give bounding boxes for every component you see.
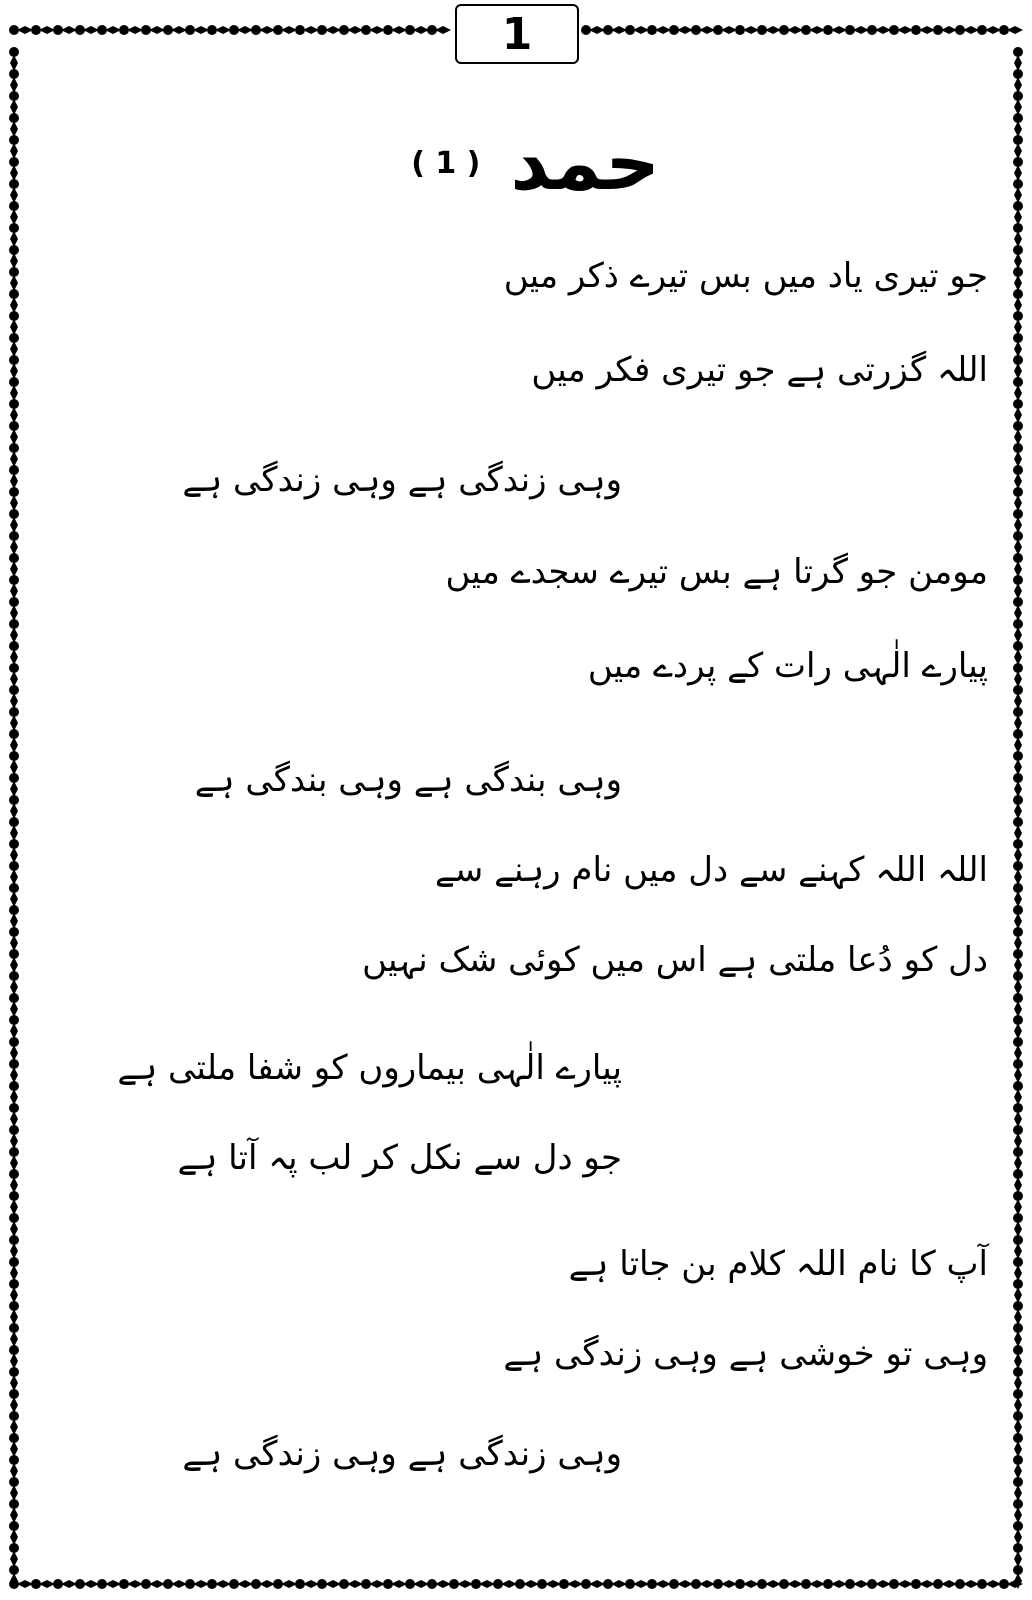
border-diamond xyxy=(1014,1287,1022,1303)
page-title: حمد xyxy=(510,118,660,207)
border-diamond xyxy=(699,26,715,34)
border-diamond xyxy=(10,1045,18,1061)
border-diamond xyxy=(10,539,18,555)
border-diamond xyxy=(1014,341,1022,357)
border-diamond xyxy=(39,26,55,34)
border-diamond xyxy=(10,165,18,181)
border-diamond xyxy=(743,1580,759,1588)
border-diamond xyxy=(10,1111,18,1127)
border-diamond xyxy=(765,1580,781,1588)
border-diamond xyxy=(10,1177,18,1193)
border-diamond xyxy=(963,1580,979,1588)
border-diamond xyxy=(941,1580,957,1588)
border-diamond xyxy=(10,1243,18,1259)
border-diamond xyxy=(10,275,18,291)
border-diamond xyxy=(215,1580,231,1588)
border-diamond xyxy=(10,605,18,621)
border-diamond xyxy=(743,26,759,34)
border-diamond xyxy=(10,55,18,71)
border-diamond xyxy=(1014,143,1022,159)
border-diamond xyxy=(1014,451,1022,467)
border-diamond xyxy=(1014,671,1022,687)
border-diamond xyxy=(1014,253,1022,269)
border-diamond xyxy=(1014,1375,1022,1391)
border-diamond xyxy=(1014,1265,1022,1281)
border-diamond xyxy=(10,671,18,687)
border-diamond xyxy=(1014,759,1022,775)
border-diamond xyxy=(1014,1067,1022,1083)
border-diamond xyxy=(237,1580,253,1588)
border-diamond xyxy=(10,869,18,885)
border-diamond xyxy=(10,143,18,159)
border-diamond xyxy=(985,1580,1001,1588)
border-diamond xyxy=(10,935,18,951)
border-diamond xyxy=(1014,737,1022,753)
border-diamond xyxy=(1014,77,1022,93)
border-diamond xyxy=(281,1580,297,1588)
border-diamond xyxy=(457,1580,473,1588)
border-diamond xyxy=(611,26,627,34)
border-diamond xyxy=(1014,847,1022,863)
border-diamond xyxy=(10,1441,18,1457)
verse-line: دل کو دُعا ملتی ہے اس میں کوئی شک نہیں xyxy=(362,940,988,980)
border-diamond xyxy=(1014,363,1022,379)
border-diamond xyxy=(10,473,18,489)
border-diamond xyxy=(10,847,18,863)
border-diamond xyxy=(10,1485,18,1501)
border-diamond xyxy=(1014,913,1022,929)
border-diamond xyxy=(149,26,165,34)
border-diamond xyxy=(10,495,18,511)
border-diamond xyxy=(1014,1309,1022,1325)
border-diamond xyxy=(479,1580,495,1588)
verse-line: مومن جو گرتا ہے بس تیرے سجدے میں xyxy=(445,552,988,592)
border-diamond xyxy=(677,1580,693,1588)
border-diamond xyxy=(919,26,935,34)
border-diamond xyxy=(1014,1243,1022,1259)
border-diamond xyxy=(941,26,957,34)
border-diamond xyxy=(1014,1177,1022,1193)
border-diamond xyxy=(1014,187,1022,203)
border-diamond xyxy=(1014,1463,1022,1479)
border-diamond xyxy=(10,121,18,137)
border-diamond xyxy=(567,1580,583,1588)
border-diamond xyxy=(1014,803,1022,819)
border-diamond xyxy=(10,1221,18,1237)
border-diamond xyxy=(1014,231,1022,247)
heading-number: ( 1 ) xyxy=(411,145,481,181)
border-diamond xyxy=(10,451,18,467)
verse-line: اللہ اللہ کہنے سے دل میں نام رہنے سے xyxy=(434,850,988,890)
border-diamond xyxy=(1014,165,1022,181)
border-diamond xyxy=(1014,517,1022,533)
verse-line: وہی زندگی ہے وہی زندگی ہے xyxy=(182,1434,622,1474)
border-diamond xyxy=(10,253,18,269)
border-diamond xyxy=(1014,1331,1022,1347)
border-diamond xyxy=(589,1580,605,1588)
border-diamond xyxy=(721,26,737,34)
border-diamond xyxy=(10,1331,18,1347)
border-diamond xyxy=(10,627,18,643)
border-diamond xyxy=(10,1397,18,1413)
border-diamond xyxy=(237,26,253,34)
border-diamond xyxy=(10,407,18,423)
border-diamond xyxy=(655,1580,671,1588)
verse-line: آپ کا نام اللہ کلام بن جاتا ہے xyxy=(568,1244,988,1284)
border-diamond xyxy=(545,1580,561,1588)
border-diamond xyxy=(1014,99,1022,115)
border-diamond xyxy=(1014,1155,1022,1171)
border-diamond xyxy=(105,26,121,34)
border-diamond xyxy=(831,1580,847,1588)
border-diamond xyxy=(413,1580,429,1588)
border-diamond xyxy=(1014,55,1022,71)
border-diamond xyxy=(413,26,429,34)
border-diamond xyxy=(10,715,18,731)
border-diamond xyxy=(10,297,18,313)
border-diamond xyxy=(787,26,803,34)
border-diamond xyxy=(10,979,18,995)
border-diamond xyxy=(10,319,18,335)
border-diamond xyxy=(10,1375,18,1391)
border-diamond xyxy=(1014,1529,1022,1545)
border-diamond xyxy=(10,429,18,445)
border-diamond xyxy=(149,1580,165,1588)
border-diamond xyxy=(1014,1485,1022,1501)
border-diamond xyxy=(10,781,18,797)
heading xyxy=(330,118,660,208)
border-diamond xyxy=(17,26,33,34)
border-diamond xyxy=(391,26,407,34)
border-diamond xyxy=(897,1580,913,1588)
border-diamond xyxy=(523,1580,539,1588)
border-diamond xyxy=(985,26,1001,34)
border-diamond xyxy=(1014,1001,1022,1017)
border-diamond xyxy=(435,1580,451,1588)
border-diamond xyxy=(1014,825,1022,841)
border-diamond xyxy=(10,1089,18,1105)
border-diamond xyxy=(303,26,319,34)
border-diamond xyxy=(10,1199,18,1215)
verse-line: وہی بندگی ہے وہی بندگی ہے xyxy=(194,760,622,800)
border-diamond xyxy=(699,1580,715,1588)
border-diamond xyxy=(325,26,341,34)
border-diamond xyxy=(787,1580,803,1588)
border-diamond xyxy=(809,1580,825,1588)
border-diamond xyxy=(10,561,18,577)
border-diamond xyxy=(10,341,18,357)
border-diamond xyxy=(369,1580,385,1588)
border-diamond xyxy=(10,1463,18,1479)
border-diamond xyxy=(1014,1133,1022,1149)
border-diamond xyxy=(10,693,18,709)
border-diamond xyxy=(10,649,18,665)
border-diamond xyxy=(1014,429,1022,445)
border-diamond xyxy=(1014,495,1022,511)
border-diamond xyxy=(10,759,18,775)
border-diamond xyxy=(633,26,649,34)
border-diamond xyxy=(677,26,693,34)
border-diamond xyxy=(127,1580,143,1588)
border-diamond xyxy=(10,363,18,379)
border-diamond xyxy=(215,26,231,34)
border-diamond xyxy=(259,1580,275,1588)
border-diamond xyxy=(589,26,605,34)
border-diamond xyxy=(1014,693,1022,709)
border-diamond xyxy=(1014,473,1022,489)
border-diamond xyxy=(10,77,18,93)
border-diamond xyxy=(10,209,18,225)
border-diamond xyxy=(347,26,363,34)
border-diamond xyxy=(10,385,18,401)
border-diamond xyxy=(10,187,18,203)
border-diamond xyxy=(10,737,18,753)
border-diamond xyxy=(303,1580,319,1588)
border-diamond xyxy=(39,1580,55,1588)
border-diamond xyxy=(1014,1221,1022,1237)
border-diamond xyxy=(127,26,143,34)
border-diamond xyxy=(1014,385,1022,401)
border-diamond xyxy=(10,957,18,973)
border-diamond xyxy=(17,1580,33,1588)
border-diamond xyxy=(1014,407,1022,423)
border-diamond xyxy=(1014,869,1022,885)
border-diamond xyxy=(10,1507,18,1523)
border-diamond xyxy=(655,26,671,34)
border-diamond xyxy=(193,26,209,34)
border-diamond xyxy=(10,825,18,841)
border-diamond xyxy=(1014,1419,1022,1435)
border-diamond xyxy=(721,1580,737,1588)
border-diamond xyxy=(963,26,979,34)
border-diamond xyxy=(1014,649,1022,665)
border-diamond xyxy=(875,26,891,34)
border-diamond xyxy=(1014,1111,1022,1127)
border-diamond xyxy=(10,583,18,599)
border-diamond xyxy=(1014,715,1022,731)
border-diamond xyxy=(10,231,18,247)
border-diamond xyxy=(10,1023,18,1039)
border-diamond xyxy=(1014,1507,1022,1523)
border-diamond xyxy=(1014,1441,1022,1457)
border-diamond xyxy=(809,26,825,34)
border-diamond xyxy=(435,26,451,34)
verse-line: پیارے الٰہی بیماروں کو شفا ملتی ہے xyxy=(117,1048,622,1088)
verse-line: اللہ گزرتی ہے جو تیری فکر میں xyxy=(531,350,988,390)
border-diamond xyxy=(10,1353,18,1369)
border-diamond xyxy=(1014,781,1022,797)
page-number-box xyxy=(455,4,579,64)
border-diamond xyxy=(1014,1397,1022,1413)
border-diamond xyxy=(897,26,913,34)
border-diamond xyxy=(1014,1089,1022,1105)
border-diamond xyxy=(10,1001,18,1017)
border-diamond xyxy=(10,803,18,819)
border-diamond xyxy=(61,1580,77,1588)
border-diamond xyxy=(10,99,18,115)
border-diamond xyxy=(1014,957,1022,973)
border-diamond xyxy=(853,26,869,34)
border-diamond xyxy=(765,26,781,34)
border-diamond xyxy=(1014,583,1022,599)
border-diamond xyxy=(1014,979,1022,995)
border-diamond xyxy=(1014,1045,1022,1061)
verse-line: وہی زندگی ہے وہی زندگی ہے xyxy=(182,460,622,500)
border-diamond xyxy=(1014,561,1022,577)
verse-line: جو دل سے نکل کر لب پہ آتا ہے xyxy=(177,1138,622,1178)
border-diamond xyxy=(10,1067,18,1083)
border-diamond xyxy=(501,1580,517,1588)
border-diamond xyxy=(1014,121,1022,137)
border-diamond xyxy=(1014,605,1022,621)
border-diamond xyxy=(1014,319,1022,335)
border-diamond xyxy=(325,1580,341,1588)
border-diamond xyxy=(259,26,275,34)
border-diamond xyxy=(10,1309,18,1325)
border-diamond xyxy=(1014,275,1022,291)
border-diamond xyxy=(1014,935,1022,951)
border-diamond xyxy=(919,1580,935,1588)
border-diamond xyxy=(347,1580,363,1588)
border-diamond xyxy=(391,1580,407,1588)
border-diamond xyxy=(10,1287,18,1303)
border-diamond xyxy=(1014,1551,1022,1567)
border-diamond xyxy=(10,891,18,907)
border-diamond xyxy=(10,517,18,533)
border-diamond xyxy=(1007,26,1023,34)
border-diamond xyxy=(369,26,385,34)
page-number: 1 xyxy=(501,8,533,60)
border-diamond xyxy=(10,1551,18,1567)
border-diamond xyxy=(1014,891,1022,907)
border-diamond xyxy=(1014,1199,1022,1215)
border-diamond xyxy=(1014,1023,1022,1039)
border-diamond xyxy=(83,26,99,34)
border-diamond xyxy=(105,1580,121,1588)
verse-line: جو تیری یاد میں بس تیرے ذکر میں xyxy=(503,256,988,296)
border-diamond xyxy=(831,26,847,34)
border-diamond xyxy=(10,1133,18,1149)
verse-line: پیارے الٰہی رات کے پردے میں xyxy=(587,646,988,686)
border-diamond xyxy=(633,1580,649,1588)
border-diamond xyxy=(171,1580,187,1588)
verse-line: وہی تو خوشی ہے وہی زندگی ہے xyxy=(503,1334,988,1374)
border-diamond xyxy=(10,1419,18,1435)
border-diamond xyxy=(611,1580,627,1588)
border-diamond xyxy=(10,1155,18,1171)
border-diamond xyxy=(875,1580,891,1588)
border-diamond xyxy=(83,1580,99,1588)
border-diamond xyxy=(193,1580,209,1588)
border-diamond xyxy=(171,26,187,34)
border-diamond xyxy=(1014,627,1022,643)
border-diamond xyxy=(1014,539,1022,555)
border-diamond xyxy=(853,1580,869,1588)
border-diamond xyxy=(1014,1353,1022,1369)
border-diamond xyxy=(1014,297,1022,313)
border-diamond xyxy=(10,1265,18,1281)
border-diamond xyxy=(10,1529,18,1545)
border-diamond xyxy=(281,26,297,34)
border-diamond xyxy=(1014,209,1022,225)
border-diamond xyxy=(61,26,77,34)
border-diamond xyxy=(10,913,18,929)
